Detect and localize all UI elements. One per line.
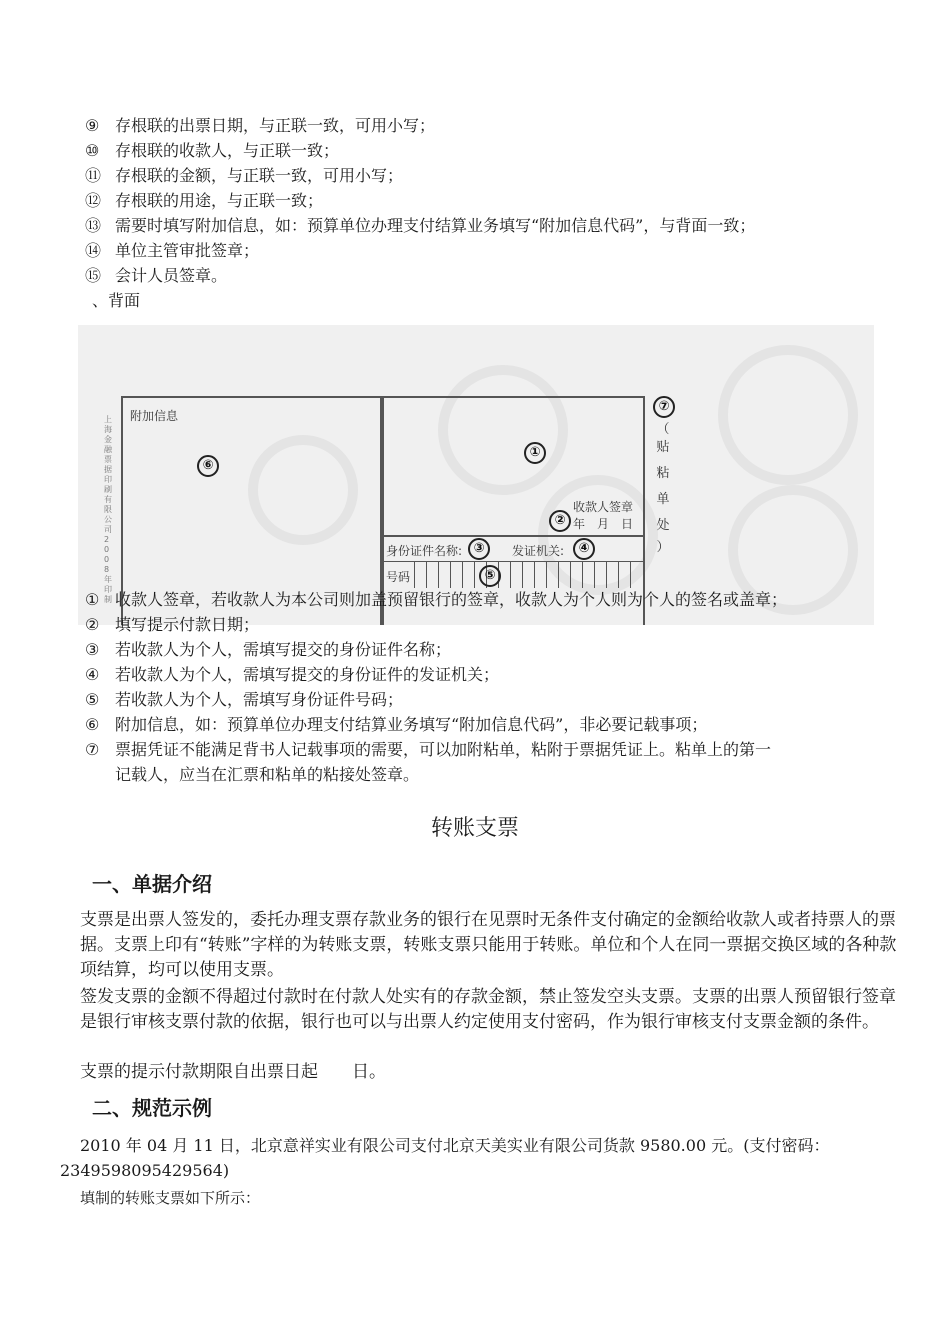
id-number-cells: [414, 562, 640, 588]
rider-char: 贴: [656, 440, 670, 455]
cell-divider: [438, 562, 439, 588]
list-item: ⑤ 若收款人为个人，需填写身份证件号码；: [85, 690, 404, 709]
cell-divider: [630, 562, 631, 588]
list-item: ⑭ 单位主管审批签章；: [85, 241, 260, 260]
section-1-title: 一、单据介绍: [92, 872, 212, 896]
list-item: ⑩ 存根联的收款人，与正联一致；: [85, 141, 340, 160]
rider-char: 粘: [656, 466, 670, 481]
printer-side-text: 上海金融票据印刷有限公司2008年印制: [104, 415, 112, 604]
list-item: ⑨ 存根联的出票日期，与正联一致，可用小写；: [85, 116, 436, 135]
cell-divider: [474, 562, 475, 588]
cell-divider: [582, 562, 583, 588]
cell-divider: [510, 562, 511, 588]
back-heading: 、背面: [92, 291, 141, 310]
id-name-label: 身份证件名称:: [386, 544, 463, 558]
divider: [382, 535, 643, 537]
marker-1: ①: [524, 442, 546, 464]
list-item: ④ 若收款人为个人，需填写提交的身份证件的发证机关；: [85, 665, 500, 684]
cell-divider: [450, 562, 451, 588]
section-1-paragraph: 支票是出票人签发的，委托办理支票存款业务的银行在见票时无条件支付确定的金额给收款人或者持票人的票据。支票上印有“转账”字样的为转账支票，转账支票只能用于转账。单位和个人在同一票据交换区域的各种款项结算，均可以使用支票。: [80, 910, 897, 980]
rider-char: 单: [656, 492, 670, 507]
marker-3: ③: [468, 538, 490, 560]
date-label: 年 月 日: [573, 517, 634, 531]
list-item: ⑥ 附加信息，如：预算单位办理支付结算业务填写“附加信息代码”，非必要记载事项；: [85, 715, 708, 734]
list-item: ⑬ 需要时填写附加信息，如：预算单位办理支付结算业务填写“附加信息代码”，与背面一致；: [85, 216, 756, 235]
cell-divider: [522, 562, 523, 588]
list-item-continuation: 记载人，应当在汇票和粘单的粘接处签章。: [115, 765, 420, 784]
rider-char: （: [656, 422, 670, 437]
cell-divider: [618, 562, 619, 588]
list-item: ⑪ 存根联的金额，与正联一致，可用小写；: [85, 166, 404, 185]
marker-7: ⑦: [653, 396, 675, 418]
cell-divider: [534, 562, 535, 588]
number-label: 号码: [386, 570, 411, 584]
cell-divider: [546, 562, 547, 588]
issuer-label: 发证机关:: [512, 544, 565, 558]
rider-char: ）: [656, 540, 670, 555]
cell-divider: [606, 562, 607, 588]
cheque-back-image: [78, 325, 874, 625]
document-title: 转账支票: [430, 816, 519, 841]
cell-divider: [414, 562, 415, 588]
additional-info-label: 附加信息: [130, 409, 179, 423]
list-item: ③ 若收款人为个人，需填写提交的身份证件名称；: [85, 640, 452, 659]
rider-char: 处: [656, 518, 670, 533]
watermark-seal-icon: [718, 345, 858, 485]
cell-divider: [558, 562, 559, 588]
marker-5: ⑤: [479, 565, 501, 587]
section-1-paragraph: 签发支票的金额不得超过付款时在付款人处实有的存款金额，禁止签发空头支票。支票的出票人预留银行签章是银行审核支票付款的依据，银行也可以与出票人约定使用支付密码，作为银行审核支付支票金额的条件。: [80, 987, 896, 1032]
marker-6: ⑥: [197, 455, 219, 477]
list-item: ⑫ 存根联的用途，与正联一致；: [85, 191, 324, 210]
cell-divider: [570, 562, 571, 588]
cell-divider: [426, 562, 427, 588]
payee-sign-label: 收款人签章: [573, 500, 634, 514]
marker-2: ②: [549, 510, 571, 532]
cell-divider: [594, 562, 595, 588]
list-item: ⑮ 会计人员签章。: [85, 266, 228, 285]
list-item: ② 填写提示付款日期；: [85, 615, 260, 634]
example-text: 2349598095429564): [60, 1161, 230, 1180]
example-caption: 填制的转账支票如下所示：: [80, 1189, 261, 1207]
marker-4: ④: [573, 538, 595, 560]
list-item: ⑦ 票据凭证不能满足背书人记载事项的需要，可以加附粘单，粘附于票据凭证上。粘单上的第一: [85, 740, 772, 759]
example-text: 2010 年 04 月 11 日，北京意祥实业有限公司支付北京天美实业有限公司货款 9580.00 元。(支付密码：: [80, 1136, 830, 1155]
cell-divider: [462, 562, 463, 588]
section-2-title: 二、规范示例: [92, 1096, 212, 1120]
list-item: ① 收款人签章，若收款人为本公司则加盖预留银行的签章，收款人为个人则为个人的签名或盖章；: [85, 590, 788, 609]
section-1-paragraph: 支票的提示付款期限自出票日起 日。: [80, 1062, 386, 1082]
